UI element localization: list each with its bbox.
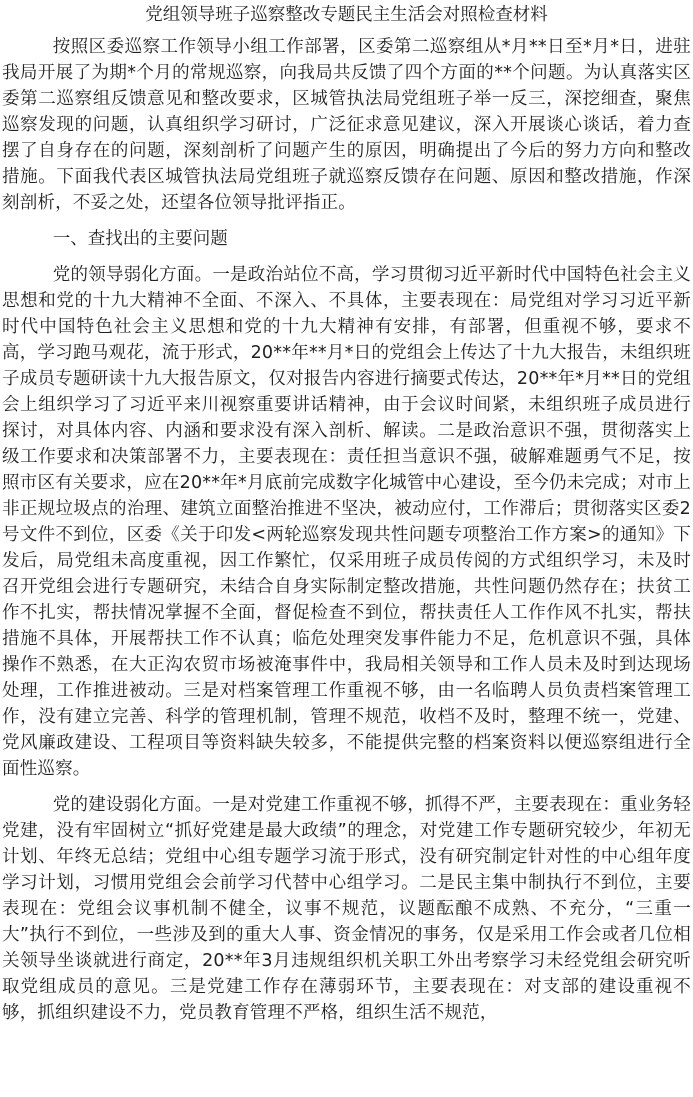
paragraph-party-building: 党的建设弱化方面。一是对党建工作重视不够，抓得不严，主要表现在：重业务轻党建，没有牢固树立“抓好党建是最大政绩”的理念，对党建工作专题研究较少，年初无计划、年终无总结；党组中心组专题学习流于形式，没有研究制定针对性的中心组年度学习计划，习惯用党组会会前学习代替中心组学习。二是民主集中制执行不到位，主要表现在：党组会议事机制不健全，议事不规范，议题酝酿不成熟、不充分，“三重一大”执行不到位，一些涉及到的重大人事、资金情况的事务，仅是采用工作会或者几位相关领导坐谈就进行商定，20**年3月违规组织机关职工外出考察学习未经党组会研究听取党组成员的意见。三是党建工作存在薄弱环节，主要表现在：对支部的建设重视不够，抓组织建设不力，党员教育管理不严格，组织生活不规范，	[2, 795, 691, 1023]
document-title: 党组领导班子巡察整改专题民主生活会对照检查材料	[145, 5, 548, 25]
section-heading: 一、查找出的主要问题	[52, 229, 228, 249]
paragraph-party-leadership: 党的领导弱化方面。一是政治站位不高，学习贯彻习近平新时代中国特色社会主义思想和党的十九大精神不全面、不深入、不具体，主要表现在：局党组对学习习近平新时代中国特色社会主义思想和党的十九大精神有安排，有部署，但重视不够，要求不高，学习跑马观花，流于形式，20**年**月*日的党组会上传达了十九大报告，未组织班子成员专题研读十九大报告原文，仅对报告内容进行摘要式传达，20**年*月**日的党组会上组织学习了习近平来川视察重要讲话精神，由于会议时间紧，未组织班子成员进行探讨，对具体内容、内涵和要求没有深入剖析、解读。二是政治意识不强，贯彻落实上级工作要求和决策部署不力，主要表现在：责任担当意识不强，破解难题勇气不足，按照市区有关要求，应在20**年*月底前完成数字化城管中心建设，至今仍未完成；对市上非正规垃圾点的治理、建筑立面整治推进不坚决，被动应付，工作滞后；贯彻落实区委2号文件不到位，区委《关于印发<两轮巡察发现共性问题专项整治工作方案>的通知》下发后，局党组未高度重视，因工作繁忙，仅采用班子成员传阅的方式组织学习，未及时召开党组会进行专题研究，未结合自身实际制定整改措施，共性问题仍然存在；扶贫工作不扎实，帮扶情况掌握不全面，督促检查不到位，帮扶责任人工作作风不扎实，帮扶措施不具体，开展帮扶工作不认真；临危处理突发事件能力不足，危机意识不强，具体操作不熟悉，在大正沟农贸市场被淹事件中，我局相关领导和工作人员未及时到达现场处理，工作推进被动。三是对档案管理工作重视不够，由一名临聘人员负责档案管理工作，没有建立完善、科学的管理机制，管理不规范，收档不及时，整理不统一，党建、党风廉政建设、工程项目等资料缺失较多，不能提供完整的档案资料以便巡察组进行全面性巡察。	[2, 265, 691, 779]
intro-paragraph: 按照区委巡察工作领导小组工作部署，区委第二巡察组从*月**日至*月*日，进驻我局开展了为期*个月的常规巡察，向我局共反馈了四个方面的**个问题。为认真落实区委第二巡察组反馈意见和整改要求，区城管执法局党组班子举一反三，深挖细查，聚焦巡察发现的问题，认真组织学习研讨，广泛征求意见建议，深入开展谈心谈话，着力查摆了自身存在的问题，深刻剖析了问题产生的原因，明确提出了今后的努力方向和整改措施。下面我代表区城管执法局党组班子就巡察反馈存在问题、原因和整改措施，作深刻剖析，不妥之处，还望各位领导批评指正。	[2, 37, 691, 213]
